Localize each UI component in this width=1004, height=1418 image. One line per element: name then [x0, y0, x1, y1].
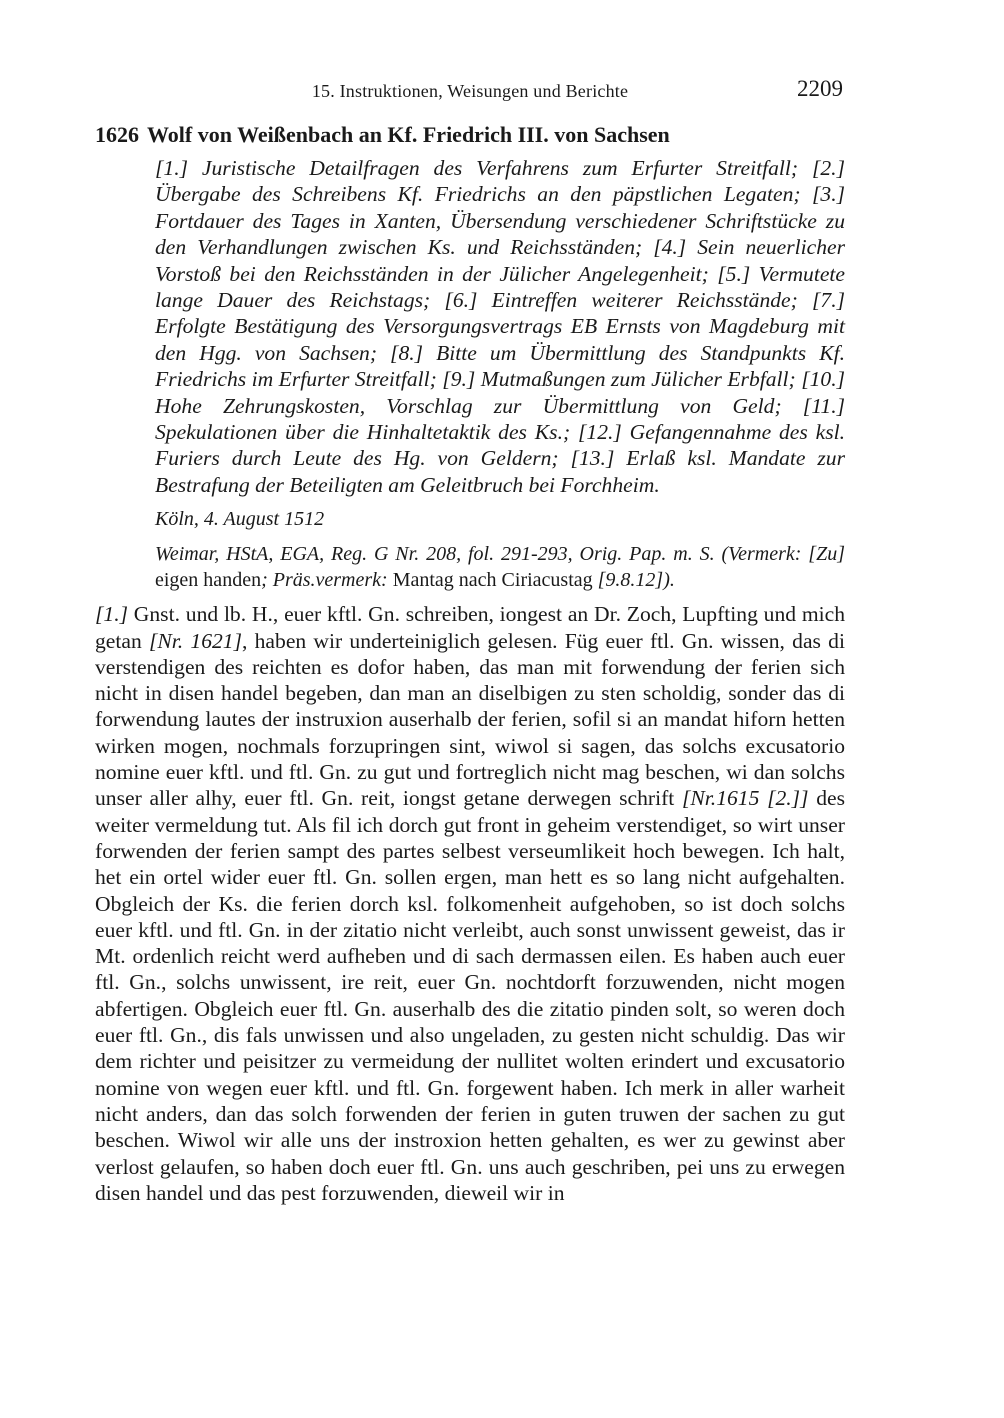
running-head	[95, 78, 845, 108]
regest-summary: [1.] Juristische Detailfragen des Verfahrens zum Erfurter Streitfall; [2.] Übergabe des Schreibens Kf. Friedrichs an den päpstlichen Legaten; [3.] Fortdauer des Tages in Xanten, Übersendung verschiedener Schriftstücke zu den Verhandlungen zwischen Ks. und Reichsständen; [4.] Sein neuerlicher Vorstoß bei den Reichsständen in der Jülicher Angelegenheit; [5.] Vermutete lange Dauer des Reichstags; [6.] Eintreffen weiterer Reichsstände; [7.] Erfolgte Bestätigung des Versorgungsvertrags EB Ernsts von Magdeburg mit den Hgg. von Sachsen; [8.] Bitte um Übermittlung des Standpunkts Kf. Friedrichs im Erfurter Streitfall; [9.] Mutmaßungen zum Jülicher Erbfall; [10.] Hohe Zehrungskosten, Vorschlag zur Übermittlung von Geld; [11.] Spekulationen über die Hinhaltetaktik des Ks.; [12.] Gefangennahme des ksl. Furiers durch Leute des Hg. von Geldern; [13.] Erlaß ksl. Mandate zur Bestrafung der Beteiligten am Geleitbruch bei Forchheim.	[155, 156, 845, 497]
document-title: Wolf von Weißenbach an Kf. Friedrich III. von Sachsen	[147, 122, 670, 147]
dateline: Köln, 4. August 1512	[155, 508, 325, 531]
source-presentation-date: Mantag nach Ciriacustag	[392, 569, 593, 592]
source-date-normalized: [9.8.12]).	[592, 569, 675, 592]
body-segment: Gnst. und lb. H., euer kftl. Gn. schreiben, iongest an Dr. Zoch, Lupfting und mich getan	[95, 602, 845, 653]
source-endorsement: eigen handen	[155, 569, 262, 592]
letter-body	[95, 601, 845, 1206]
paragraph-marker: [1.]	[95, 602, 129, 627]
document-number: 1626	[95, 122, 139, 147]
body-segment: , haben wir underteiniglich gelesen. Füg euer ftl. Gn. wissen, das di verstendigen des reichten es dofor haben, das man mit forwendung der ferien sich nicht in disen handel begeben, dan man an diselbigen zu sten scholdig, sonder das di forwendung lautes der instruxion auserhalb der ferien, sofil si an mandat hiforn hetten wirken mogen, nochmals forzupringen sint, wiwol si sagen, das solchs excusatorio nomine euer kftl. und ftl. Gn. zu gut und fortreglich nicht mag beschen, wi dan solchs unser aller alhy, euer ftl. Gn. reit, iongst getane derwegen schrift	[95, 628, 845, 811]
source-presentation-label: ; Präs.vermerk:	[261, 569, 393, 592]
document-page	[95, 78, 845, 1206]
body-segment: des weiter vermeldung tut. Als fil ich dorch gut front in geheim verstendiget, so wirt unser forwenden der ferien sampt des partes selbest verseumlikeit hoch bewegen. Ich halt, het ein ortel wider euer ftl. Gn. sollen ergen, man hett es so lang nicht aufgehalten. Obgleich der Ks. die ferien dorch ksl. folkomenheit aufgehoben, so ist doch solchs euer kftl. und ftl. Gn. in der zitatio nicht verleibt, auch sonst unwissent geweist, das ir Mt. ordenlich reicht werd aufheben und di sach dermassen eilen. Es haben auch euer ftl. Gn., solchs unwissent, ire reit, euer Gn. nochtdorft forzuwenden, nicht mogen abfertigen. Obgleich euer ftl. Gn. auserhalb des die zitatio pinden solt, so weren doch euer ftl. Gn., dis fals unwissen und also ungeladen, zu gesten nicht schuldig. Das wir dem richter und peisitzer zu vermeidung der nullitet wolten erindert und excusatorio nomine von wegen euer kftl. und ftl. Gn. forgewent haben. Ich merk in aller warheit nicht anders, dan das solch forwenden der ferien in guten truwen der sachen zu gut beschen. Wiwol wir alle uns der instroxion hetten gehalten, es wer zu gewinst aber verlost gelaufen, so haben doch euer ftl. Gn. uns auch geschriben, pei uns zu erwegen disen handel und das pest forzuwenden, dieweil wir in	[95, 786, 845, 1205]
cross-reference: [Nr. 1621]	[148, 628, 243, 653]
document-heading	[95, 121, 845, 149]
page-number: 2209	[797, 76, 843, 101]
source-archive: Weimar, HStA, EGA, Reg. G Nr. 208, fol. 291-293, Orig. Pap. m. S. (Vermerk: [Zu]	[155, 543, 845, 566]
running-title: 15. Instruktionen, Weisungen und Berichte	[311, 81, 629, 101]
source-note	[155, 541, 845, 593]
cross-reference: [Nr.1615 [2.]]	[681, 786, 809, 811]
